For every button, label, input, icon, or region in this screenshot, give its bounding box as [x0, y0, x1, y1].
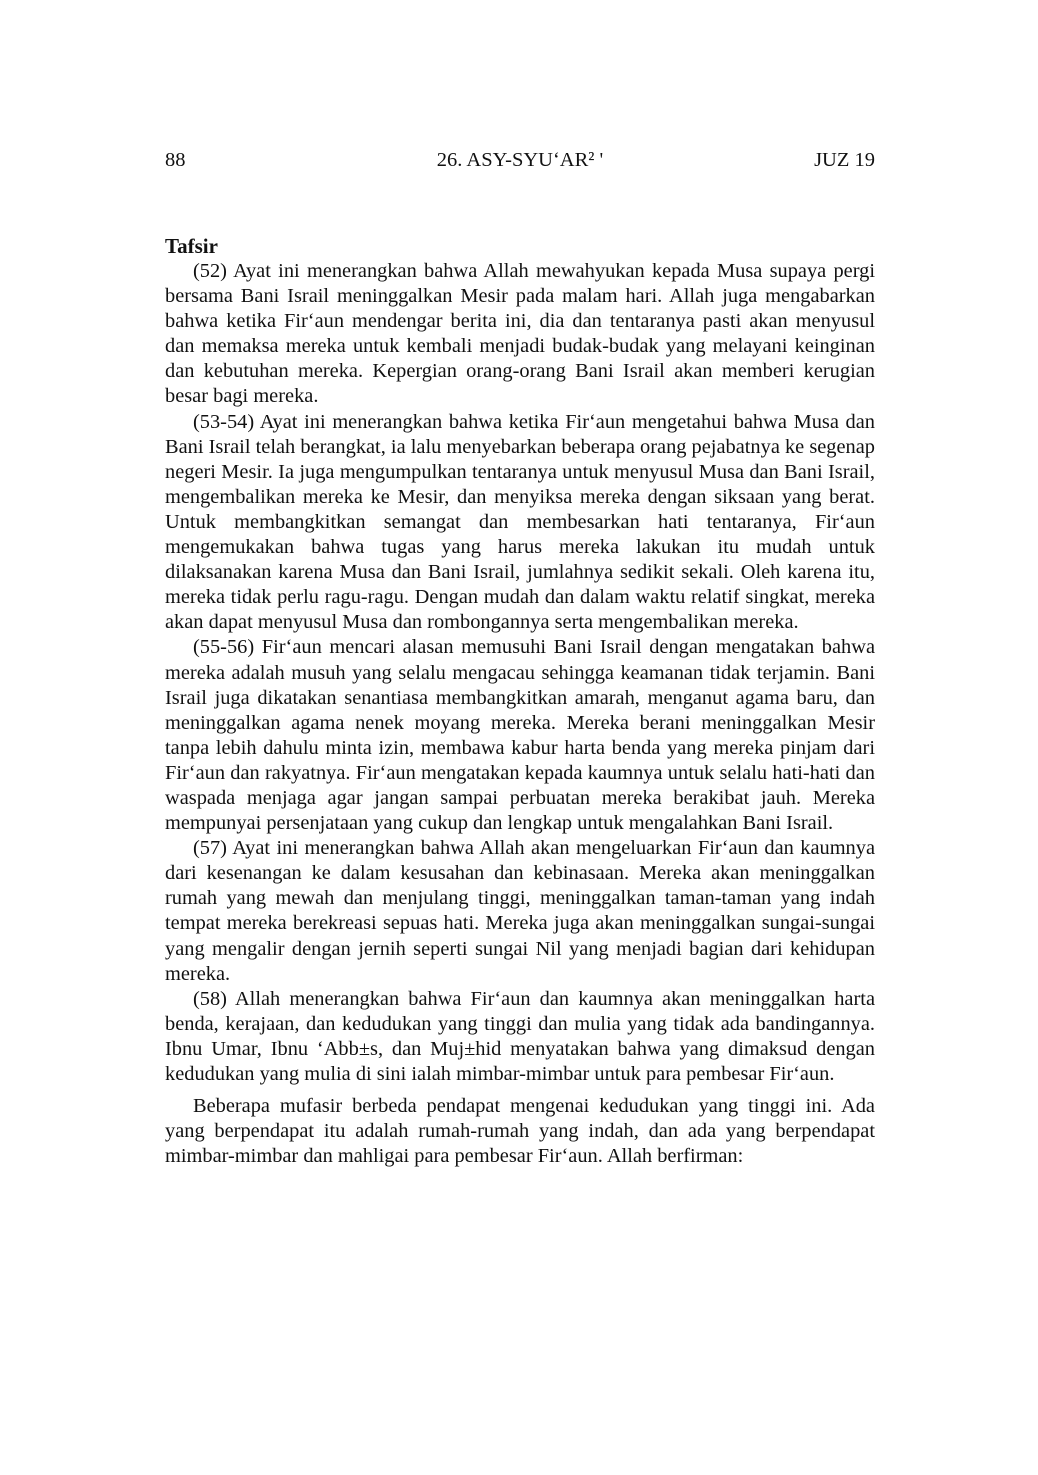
- surah-title: 26. ASY-SYU‘AR² ': [436, 149, 604, 171]
- paragraph-57: (57) Ayat ini menerangkan bahwa Allah akan mengeluarkan Fir‘aun dan kaumnya dari kesenangan ke dalam kesusahan dan kebinasaan. Mereka akan meninggalkan rumah yang mewah dan menjulang tinggi, meninggalkan taman-taman yang indah tempat mereka berekreasi sepuas hati. Mereka juga akan meninggalkan sungai-sungai yang mengalir dengan jernih seperti sungai Nil yang menjadi bagian dari kehidupan mereka.: [165, 837, 875, 985]
- running-header: [165, 145, 875, 175]
- section-title: Tafsir: [165, 234, 218, 258]
- paragraph-55-56: (55-56) Fir‘aun mencari alasan memusuhi Bani Israil dengan mengatakan bahwa mereka adalah musuh yang selalu mengacau sehingga keamanan tidak terjamin. Bani Israil juga dikatakan senantiasa membangkitkan amarah, menganut agama baru, dan meninggalkan agama nenek moyang mereka. Mereka berani meninggalkan Mesir tanpa lebih dahulu minta izin, membawa kabur harta benda yang mereka pinjam dari Fir‘aun dan rakyatnya. Fir‘aun mengatakan kepada kaumnya untuk selalu hati-hati dan waspada menjaga agar jangan sampai perbuatan mereka berakibat jauh. Mereka mempunyai persenjataan yang cukup dan lengkap untuk mengalahkan Bani Israil.: [165, 636, 875, 835]
- paragraph-mufasir: Beberapa mufasir berbeda pendapat mengenai kedudukan yang tinggi ini. Ada yang berpendapat itu adalah rumah-rumah yang indah, dan ada yang berpendapat mimbar-mimbar dan mahligai para pembesar Fir‘aun. Allah berfirman:: [165, 1095, 875, 1168]
- paragraph-58: (58) Allah menerangkan bahwa Fir‘aun dan kaumnya akan meninggalkan harta benda, kerajaan, dan kedudukan yang tinggi dan mulia yang tidak ada bandingannya. Ibnu Umar, Ibnu ‘Abb±s, dan Muj±hid menyatakan bahwa yang dimaksud dengan kedudukan yang mulia di sini ialah mimbar-mimbar untuk para pembesar Fir‘aun.: [165, 987, 875, 1085]
- juz-label: JUZ 19: [814, 149, 875, 171]
- paragraph-52: (52) Ayat ini menerangkan bahwa Allah mewahyukan kepada Musa supaya pergi bersama Bani Israil meninggalkan Mesir pada malam hari. Allah juga mengabarkan bahwa ketika Fir‘aun mendengar berita ini, dia dan tentaranya pasti akan menyusul dan memaksa mereka untuk kembali menjadi budak-budak yang melayani keinginan dan kebutuhan mereka. Kepergian orang-orang Bani Israil akan memberi kerugian besar bagi mereka.: [165, 260, 875, 408]
- paragraph-53-54: (53-54) Ayat ini menerangkan bahwa ketika Fir‘aun mengetahui bahwa Musa dan Bani Israil telah berangkat, ia lalu menyebarkan beberapa orang pejabatnya ke segenap negeri Mesir. Ia juga mengumpulkan tentaranya untuk menyusul Musa dan Bani Israil, mengembalikan mereka ke Mesir, dan menyiksa mereka dengan siksaan yang berat. Untuk membangkitkan semangat dan membesarkan hati tentaranya, Fir‘aun mengemukakan bahwa tugas yang harus mereka lakukan itu mudah untuk dilaksanakan karena Musa dan Bani Israil, jumlahnya sedikit sekali. Oleh karena itu, mereka tidak perlu ragu-ragu. Dengan mudah dan dalam waktu relatif singkat, mereka akan dapat menyusul Musa dan rombongannya serta mengembalikan mereka.: [165, 410, 875, 634]
- document-page: [165, 145, 875, 1169]
- page-number: 88: [165, 149, 186, 171]
